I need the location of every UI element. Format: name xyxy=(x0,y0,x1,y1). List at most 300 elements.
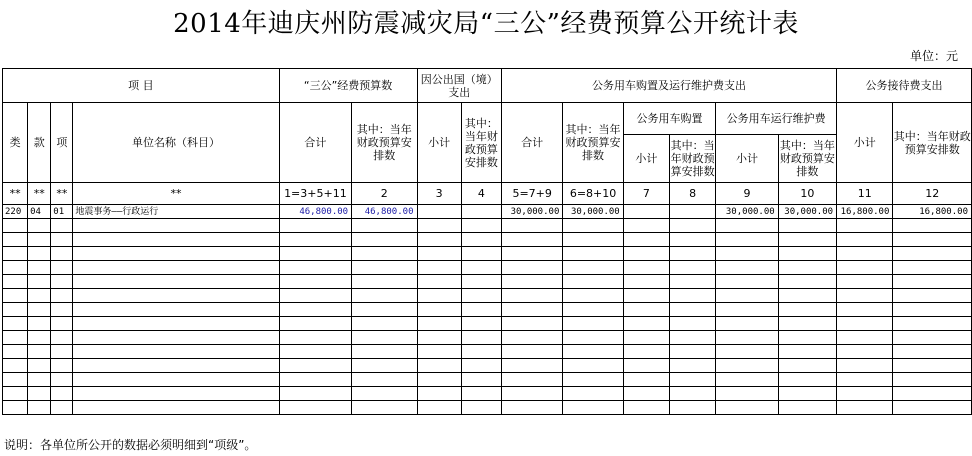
empty-cell[interactable] xyxy=(73,345,279,359)
empty-cell[interactable] xyxy=(502,289,563,303)
empty-cell[interactable] xyxy=(461,401,501,415)
empty-row xyxy=(3,261,972,275)
header-of-which-2: 其中：当年财政预算安排数 xyxy=(352,103,417,183)
cell-kuan[interactable]: 04 xyxy=(28,205,51,219)
empty-cell[interactable] xyxy=(461,331,501,345)
header-subtotal-11: 小计 xyxy=(837,103,893,183)
header-subtotal-9: 小计 xyxy=(716,135,778,183)
num-cell: 11 xyxy=(837,183,893,205)
empty-cell[interactable] xyxy=(51,359,73,373)
empty-cell[interactable] xyxy=(461,387,501,401)
empty-cell[interactable] xyxy=(51,373,73,387)
empty-cell[interactable] xyxy=(837,275,893,289)
empty-cell[interactable] xyxy=(3,345,28,359)
empty-cell[interactable] xyxy=(716,401,778,415)
empty-cell[interactable] xyxy=(716,331,778,345)
empty-cell[interactable] xyxy=(352,247,417,261)
empty-cell[interactable] xyxy=(417,275,461,289)
cell-c7[interactable] xyxy=(623,205,669,219)
empty-cell[interactable] xyxy=(778,275,836,289)
empty-cell[interactable] xyxy=(893,233,972,247)
empty-cell[interactable] xyxy=(279,219,351,233)
empty-cell[interactable] xyxy=(670,219,716,233)
cell-c8[interactable] xyxy=(670,205,716,219)
empty-cell[interactable] xyxy=(461,233,501,247)
empty-cell[interactable] xyxy=(3,401,28,415)
empty-cell[interactable] xyxy=(837,219,893,233)
empty-cell[interactable] xyxy=(837,359,893,373)
empty-row xyxy=(3,345,972,359)
empty-cell[interactable] xyxy=(352,219,417,233)
empty-cell[interactable] xyxy=(73,261,279,275)
empty-cell[interactable] xyxy=(417,219,461,233)
header-subtotal-3: 小计 xyxy=(417,103,461,183)
empty-cell[interactable] xyxy=(670,345,716,359)
empty-cell[interactable] xyxy=(3,289,28,303)
header-of-which-6: 其中：当年财政预算安排数 xyxy=(563,103,623,183)
empty-cell[interactable] xyxy=(893,373,972,387)
empty-cell[interactable] xyxy=(352,261,417,275)
empty-cell[interactable] xyxy=(279,247,351,261)
header-car-purchase: 公务用车购置 xyxy=(623,103,716,135)
empty-cell[interactable] xyxy=(893,219,972,233)
header-car-operation: 公务用车运行维护费 xyxy=(716,103,837,135)
empty-cell[interactable] xyxy=(778,401,836,415)
header-subtotal-7: 小计 xyxy=(623,135,669,183)
empty-cell[interactable] xyxy=(51,219,73,233)
empty-cell[interactable] xyxy=(670,289,716,303)
empty-row xyxy=(3,233,972,247)
empty-cell[interactable] xyxy=(623,387,669,401)
empty-cell[interactable] xyxy=(417,331,461,345)
num-cell: 3 xyxy=(417,183,461,205)
page-title: 2014年迪庆州防震减灾局“三公”经费预算公开统计表 xyxy=(173,9,799,39)
empty-cell[interactable] xyxy=(3,261,28,275)
empty-row xyxy=(3,303,972,317)
empty-cell[interactable] xyxy=(670,261,716,275)
empty-cell[interactable] xyxy=(461,275,501,289)
numbering-row xyxy=(3,183,972,205)
empty-cell[interactable] xyxy=(893,401,972,415)
empty-cell[interactable] xyxy=(563,331,623,345)
empty-cell[interactable] xyxy=(51,261,73,275)
empty-cell[interactable] xyxy=(837,303,893,317)
empty-cell[interactable] xyxy=(51,303,73,317)
empty-cell[interactable] xyxy=(417,303,461,317)
empty-row xyxy=(3,401,972,415)
empty-cell[interactable] xyxy=(778,219,836,233)
empty-cell[interactable] xyxy=(279,373,351,387)
empty-cell[interactable] xyxy=(417,359,461,373)
empty-cell[interactable] xyxy=(670,359,716,373)
cell-c4[interactable] xyxy=(461,205,501,219)
empty-cell[interactable] xyxy=(3,373,28,387)
empty-cell[interactable] xyxy=(623,275,669,289)
cell-c11[interactable]: 16,800.00 xyxy=(837,205,893,219)
header-xiang: 项 xyxy=(51,103,73,183)
empty-cell[interactable] xyxy=(893,387,972,401)
empty-cell[interactable] xyxy=(51,275,73,289)
empty-cell[interactable] xyxy=(3,219,28,233)
empty-cell[interactable] xyxy=(51,233,73,247)
empty-rows xyxy=(3,219,972,415)
empty-cell[interactable] xyxy=(28,233,51,247)
header-row-2 xyxy=(3,103,972,135)
empty-cell[interactable] xyxy=(893,261,972,275)
empty-row xyxy=(3,373,972,387)
empty-cell[interactable] xyxy=(837,373,893,387)
num-cell: 8 xyxy=(670,183,716,205)
empty-cell[interactable] xyxy=(623,331,669,345)
empty-cell[interactable] xyxy=(716,373,778,387)
num-cell: ** xyxy=(73,183,279,205)
empty-cell[interactable] xyxy=(716,359,778,373)
empty-cell[interactable] xyxy=(623,317,669,331)
cell-lei[interactable]: 220 xyxy=(3,205,28,219)
empty-cell[interactable] xyxy=(716,345,778,359)
header-car: 公务用车购置及运行维护费支出 xyxy=(502,69,837,103)
unit-label: 单位：元 xyxy=(909,49,958,63)
empty-cell[interactable] xyxy=(837,345,893,359)
header-of-which-4: 其中：当年财政预算安排数 xyxy=(461,103,501,183)
empty-cell[interactable] xyxy=(502,345,563,359)
empty-row xyxy=(3,359,972,373)
empty-cell[interactable] xyxy=(417,387,461,401)
empty-cell[interactable] xyxy=(73,303,279,317)
empty-cell[interactable] xyxy=(28,289,51,303)
empty-cell[interactable] xyxy=(461,289,501,303)
empty-cell[interactable] xyxy=(502,401,563,415)
empty-cell[interactable] xyxy=(670,233,716,247)
empty-cell[interactable] xyxy=(73,317,279,331)
cell-c2[interactable]: 46,800.00 xyxy=(352,205,417,219)
empty-cell[interactable] xyxy=(623,303,669,317)
empty-cell[interactable] xyxy=(73,247,279,261)
empty-cell[interactable] xyxy=(417,345,461,359)
empty-cell[interactable] xyxy=(28,373,51,387)
empty-cell[interactable] xyxy=(893,289,972,303)
empty-cell[interactable] xyxy=(28,359,51,373)
empty-cell[interactable] xyxy=(623,289,669,303)
empty-cell[interactable] xyxy=(28,331,51,345)
empty-cell[interactable] xyxy=(893,247,972,261)
empty-cell[interactable] xyxy=(670,331,716,345)
cell-c10[interactable]: 30,000.00 xyxy=(778,205,836,219)
empty-cell[interactable] xyxy=(623,345,669,359)
header-reception: 公务接待费支出 xyxy=(837,69,972,103)
empty-cell[interactable] xyxy=(73,387,279,401)
empty-cell[interactable] xyxy=(279,345,351,359)
empty-cell[interactable] xyxy=(417,233,461,247)
empty-cell[interactable] xyxy=(502,233,563,247)
empty-cell[interactable] xyxy=(3,359,28,373)
empty-cell[interactable] xyxy=(563,303,623,317)
empty-cell[interactable] xyxy=(670,373,716,387)
header-row-1 xyxy=(3,69,972,103)
empty-cell[interactable] xyxy=(623,219,669,233)
empty-cell[interactable] xyxy=(3,247,28,261)
header-total-1: 合计 xyxy=(279,103,351,183)
empty-cell[interactable] xyxy=(563,359,623,373)
empty-cell[interactable] xyxy=(279,303,351,317)
num-cell: 7 xyxy=(623,183,669,205)
empty-row xyxy=(3,275,972,289)
empty-cell[interactable] xyxy=(28,387,51,401)
empty-cell[interactable] xyxy=(778,387,836,401)
empty-cell[interactable] xyxy=(51,345,73,359)
empty-cell[interactable] xyxy=(563,317,623,331)
empty-cell[interactable] xyxy=(3,233,28,247)
cell-c3[interactable] xyxy=(417,205,461,219)
cell-c1[interactable]: 46,800.00 xyxy=(279,205,351,219)
empty-cell[interactable] xyxy=(417,261,461,275)
header-of-which-8: 其中：当年财政预算安排数 xyxy=(670,135,716,183)
empty-cell[interactable] xyxy=(352,317,417,331)
empty-cell[interactable] xyxy=(28,345,51,359)
empty-cell[interactable] xyxy=(563,219,623,233)
empty-cell[interactable] xyxy=(3,387,28,401)
num-cell: 1=3+5+11 xyxy=(279,183,351,205)
header-total-5: 合计 xyxy=(502,103,563,183)
empty-cell[interactable] xyxy=(28,317,51,331)
empty-cell[interactable] xyxy=(563,387,623,401)
empty-cell[interactable] xyxy=(670,317,716,331)
empty-row xyxy=(3,387,972,401)
empty-cell[interactable] xyxy=(563,275,623,289)
num-cell: ** xyxy=(28,183,51,205)
empty-cell[interactable] xyxy=(28,261,51,275)
empty-cell[interactable] xyxy=(893,359,972,373)
empty-cell[interactable] xyxy=(502,303,563,317)
empty-cell[interactable] xyxy=(279,359,351,373)
num-cell: 4 xyxy=(461,183,501,205)
cell-c9[interactable]: 30,000.00 xyxy=(716,205,778,219)
empty-cell[interactable] xyxy=(778,247,836,261)
empty-row xyxy=(3,219,972,233)
empty-cell[interactable] xyxy=(417,289,461,303)
empty-cell[interactable] xyxy=(352,233,417,247)
num-cell: 2 xyxy=(352,183,417,205)
empty-cell[interactable] xyxy=(502,247,563,261)
empty-cell[interactable] xyxy=(51,401,73,415)
empty-row xyxy=(3,331,972,345)
empty-cell[interactable] xyxy=(837,261,893,275)
empty-cell[interactable] xyxy=(73,401,279,415)
empty-cell[interactable] xyxy=(837,401,893,415)
empty-cell[interactable] xyxy=(563,233,623,247)
empty-cell[interactable] xyxy=(893,345,972,359)
empty-cell[interactable] xyxy=(778,233,836,247)
empty-cell[interactable] xyxy=(837,233,893,247)
empty-cell[interactable] xyxy=(778,359,836,373)
empty-cell[interactable] xyxy=(716,289,778,303)
empty-cell[interactable] xyxy=(279,401,351,415)
empty-cell[interactable] xyxy=(51,387,73,401)
empty-cell[interactable] xyxy=(73,219,279,233)
num-cell: 12 xyxy=(893,183,972,205)
empty-cell[interactable] xyxy=(352,331,417,345)
empty-cell[interactable] xyxy=(417,373,461,387)
empty-cell[interactable] xyxy=(893,275,972,289)
empty-cell[interactable] xyxy=(461,317,501,331)
num-cell: 10 xyxy=(778,183,836,205)
empty-cell[interactable] xyxy=(3,275,28,289)
empty-cell[interactable] xyxy=(623,233,669,247)
header-sangong: “三公”经费预算数 xyxy=(279,69,417,103)
empty-cell[interactable] xyxy=(778,289,836,303)
empty-cell[interactable] xyxy=(352,345,417,359)
empty-cell[interactable] xyxy=(279,317,351,331)
empty-cell[interactable] xyxy=(502,373,563,387)
empty-cell[interactable] xyxy=(716,261,778,275)
empty-cell[interactable] xyxy=(461,345,501,359)
budget-table xyxy=(2,68,972,415)
empty-cell[interactable] xyxy=(461,373,501,387)
empty-cell[interactable] xyxy=(28,275,51,289)
empty-cell[interactable] xyxy=(28,247,51,261)
cell-c12[interactable]: 16,800.00 xyxy=(893,205,972,219)
empty-cell[interactable] xyxy=(893,331,972,345)
empty-cell[interactable] xyxy=(778,345,836,359)
cell-c5[interactable]: 30,000.00 xyxy=(502,205,563,219)
empty-cell[interactable] xyxy=(716,275,778,289)
empty-cell[interactable] xyxy=(28,303,51,317)
empty-cell[interactable] xyxy=(502,275,563,289)
empty-cell[interactable] xyxy=(623,359,669,373)
empty-cell[interactable] xyxy=(716,233,778,247)
empty-cell[interactable] xyxy=(502,317,563,331)
empty-cell[interactable] xyxy=(73,373,279,387)
empty-cell[interactable] xyxy=(502,387,563,401)
empty-cell[interactable] xyxy=(461,219,501,233)
empty-cell[interactable] xyxy=(279,275,351,289)
empty-cell[interactable] xyxy=(417,247,461,261)
empty-cell[interactable] xyxy=(563,345,623,359)
empty-cell[interactable] xyxy=(670,247,716,261)
empty-cell[interactable] xyxy=(716,303,778,317)
empty-cell[interactable] xyxy=(51,331,73,345)
empty-cell[interactable] xyxy=(502,359,563,373)
empty-cell[interactable] xyxy=(502,219,563,233)
empty-cell[interactable] xyxy=(837,289,893,303)
empty-cell[interactable] xyxy=(837,331,893,345)
empty-cell[interactable] xyxy=(623,261,669,275)
empty-cell[interactable] xyxy=(778,303,836,317)
num-cell: 5=7+9 xyxy=(502,183,563,205)
cell-xiang[interactable]: 01 xyxy=(51,205,73,219)
empty-cell[interactable] xyxy=(3,303,28,317)
empty-cell[interactable] xyxy=(352,303,417,317)
header-of-which-12: 其中：当年财政预算安排数 xyxy=(893,103,972,183)
empty-cell[interactable] xyxy=(51,317,73,331)
empty-cell[interactable] xyxy=(461,261,501,275)
empty-cell[interactable] xyxy=(670,303,716,317)
empty-cell[interactable] xyxy=(623,401,669,415)
empty-row xyxy=(3,289,972,303)
num-cell: 6=8+10 xyxy=(563,183,623,205)
empty-cell[interactable] xyxy=(716,317,778,331)
empty-cell[interactable] xyxy=(623,247,669,261)
empty-row xyxy=(3,247,972,261)
num-cell: ** xyxy=(3,183,28,205)
empty-cell[interactable] xyxy=(461,359,501,373)
header-unit-name: 单位名称（科目） xyxy=(73,103,279,183)
empty-cell[interactable] xyxy=(778,261,836,275)
empty-cell[interactable] xyxy=(73,233,279,247)
empty-cell[interactable] xyxy=(563,289,623,303)
footnote: 说明：各单位所公开的数据必须明细到“项级”。 xyxy=(4,438,257,452)
empty-cell[interactable] xyxy=(563,401,623,415)
empty-cell[interactable] xyxy=(502,331,563,345)
header-of-which-10: 其中：当年财政预算安排数 xyxy=(778,135,836,183)
empty-cell[interactable] xyxy=(461,303,501,317)
empty-cell[interactable] xyxy=(837,387,893,401)
empty-cell[interactable] xyxy=(623,373,669,387)
num-cell: ** xyxy=(51,183,73,205)
empty-cell[interactable] xyxy=(279,289,351,303)
empty-cell[interactable] xyxy=(502,261,563,275)
header-project: 项 目 xyxy=(3,69,280,103)
empty-cell[interactable] xyxy=(73,289,279,303)
empty-cell[interactable] xyxy=(352,387,417,401)
empty-cell[interactable] xyxy=(893,317,972,331)
empty-cell[interactable] xyxy=(279,233,351,247)
empty-cell[interactable] xyxy=(417,317,461,331)
empty-cell[interactable] xyxy=(670,401,716,415)
header-lei: 类 xyxy=(3,103,28,183)
cell-c6[interactable]: 30,000.00 xyxy=(563,205,623,219)
empty-cell[interactable] xyxy=(51,289,73,303)
empty-cell[interactable] xyxy=(51,247,73,261)
num-cell: 9 xyxy=(716,183,778,205)
empty-cell[interactable] xyxy=(352,275,417,289)
empty-cell[interactable] xyxy=(461,247,501,261)
empty-cell[interactable] xyxy=(352,359,417,373)
cell-unit-name[interactable]: 地震事务——行政运行 xyxy=(73,205,279,219)
empty-cell[interactable] xyxy=(279,261,351,275)
empty-cell[interactable] xyxy=(778,331,836,345)
empty-cell[interactable] xyxy=(716,219,778,233)
empty-cell[interactable] xyxy=(3,317,28,331)
empty-cell[interactable] xyxy=(716,387,778,401)
empty-cell[interactable] xyxy=(3,331,28,345)
empty-cell[interactable] xyxy=(28,219,51,233)
empty-cell[interactable] xyxy=(417,401,461,415)
empty-cell[interactable] xyxy=(563,261,623,275)
empty-cell[interactable] xyxy=(279,387,351,401)
empty-cell[interactable] xyxy=(73,359,279,373)
empty-cell[interactable] xyxy=(893,303,972,317)
empty-cell[interactable] xyxy=(716,247,778,261)
empty-cell[interactable] xyxy=(837,247,893,261)
empty-cell[interactable] xyxy=(778,317,836,331)
table-row xyxy=(3,205,972,219)
empty-cell[interactable] xyxy=(279,331,351,345)
empty-cell[interactable] xyxy=(837,317,893,331)
empty-cell[interactable] xyxy=(352,289,417,303)
empty-cell[interactable] xyxy=(670,387,716,401)
empty-cell[interactable] xyxy=(563,247,623,261)
empty-cell[interactable] xyxy=(778,373,836,387)
empty-cell[interactable] xyxy=(670,275,716,289)
empty-cell[interactable] xyxy=(352,401,417,415)
empty-row xyxy=(3,317,972,331)
empty-cell[interactable] xyxy=(73,275,279,289)
empty-cell[interactable] xyxy=(73,331,279,345)
empty-cell[interactable] xyxy=(28,401,51,415)
empty-cell[interactable] xyxy=(352,373,417,387)
empty-cell[interactable] xyxy=(563,373,623,387)
